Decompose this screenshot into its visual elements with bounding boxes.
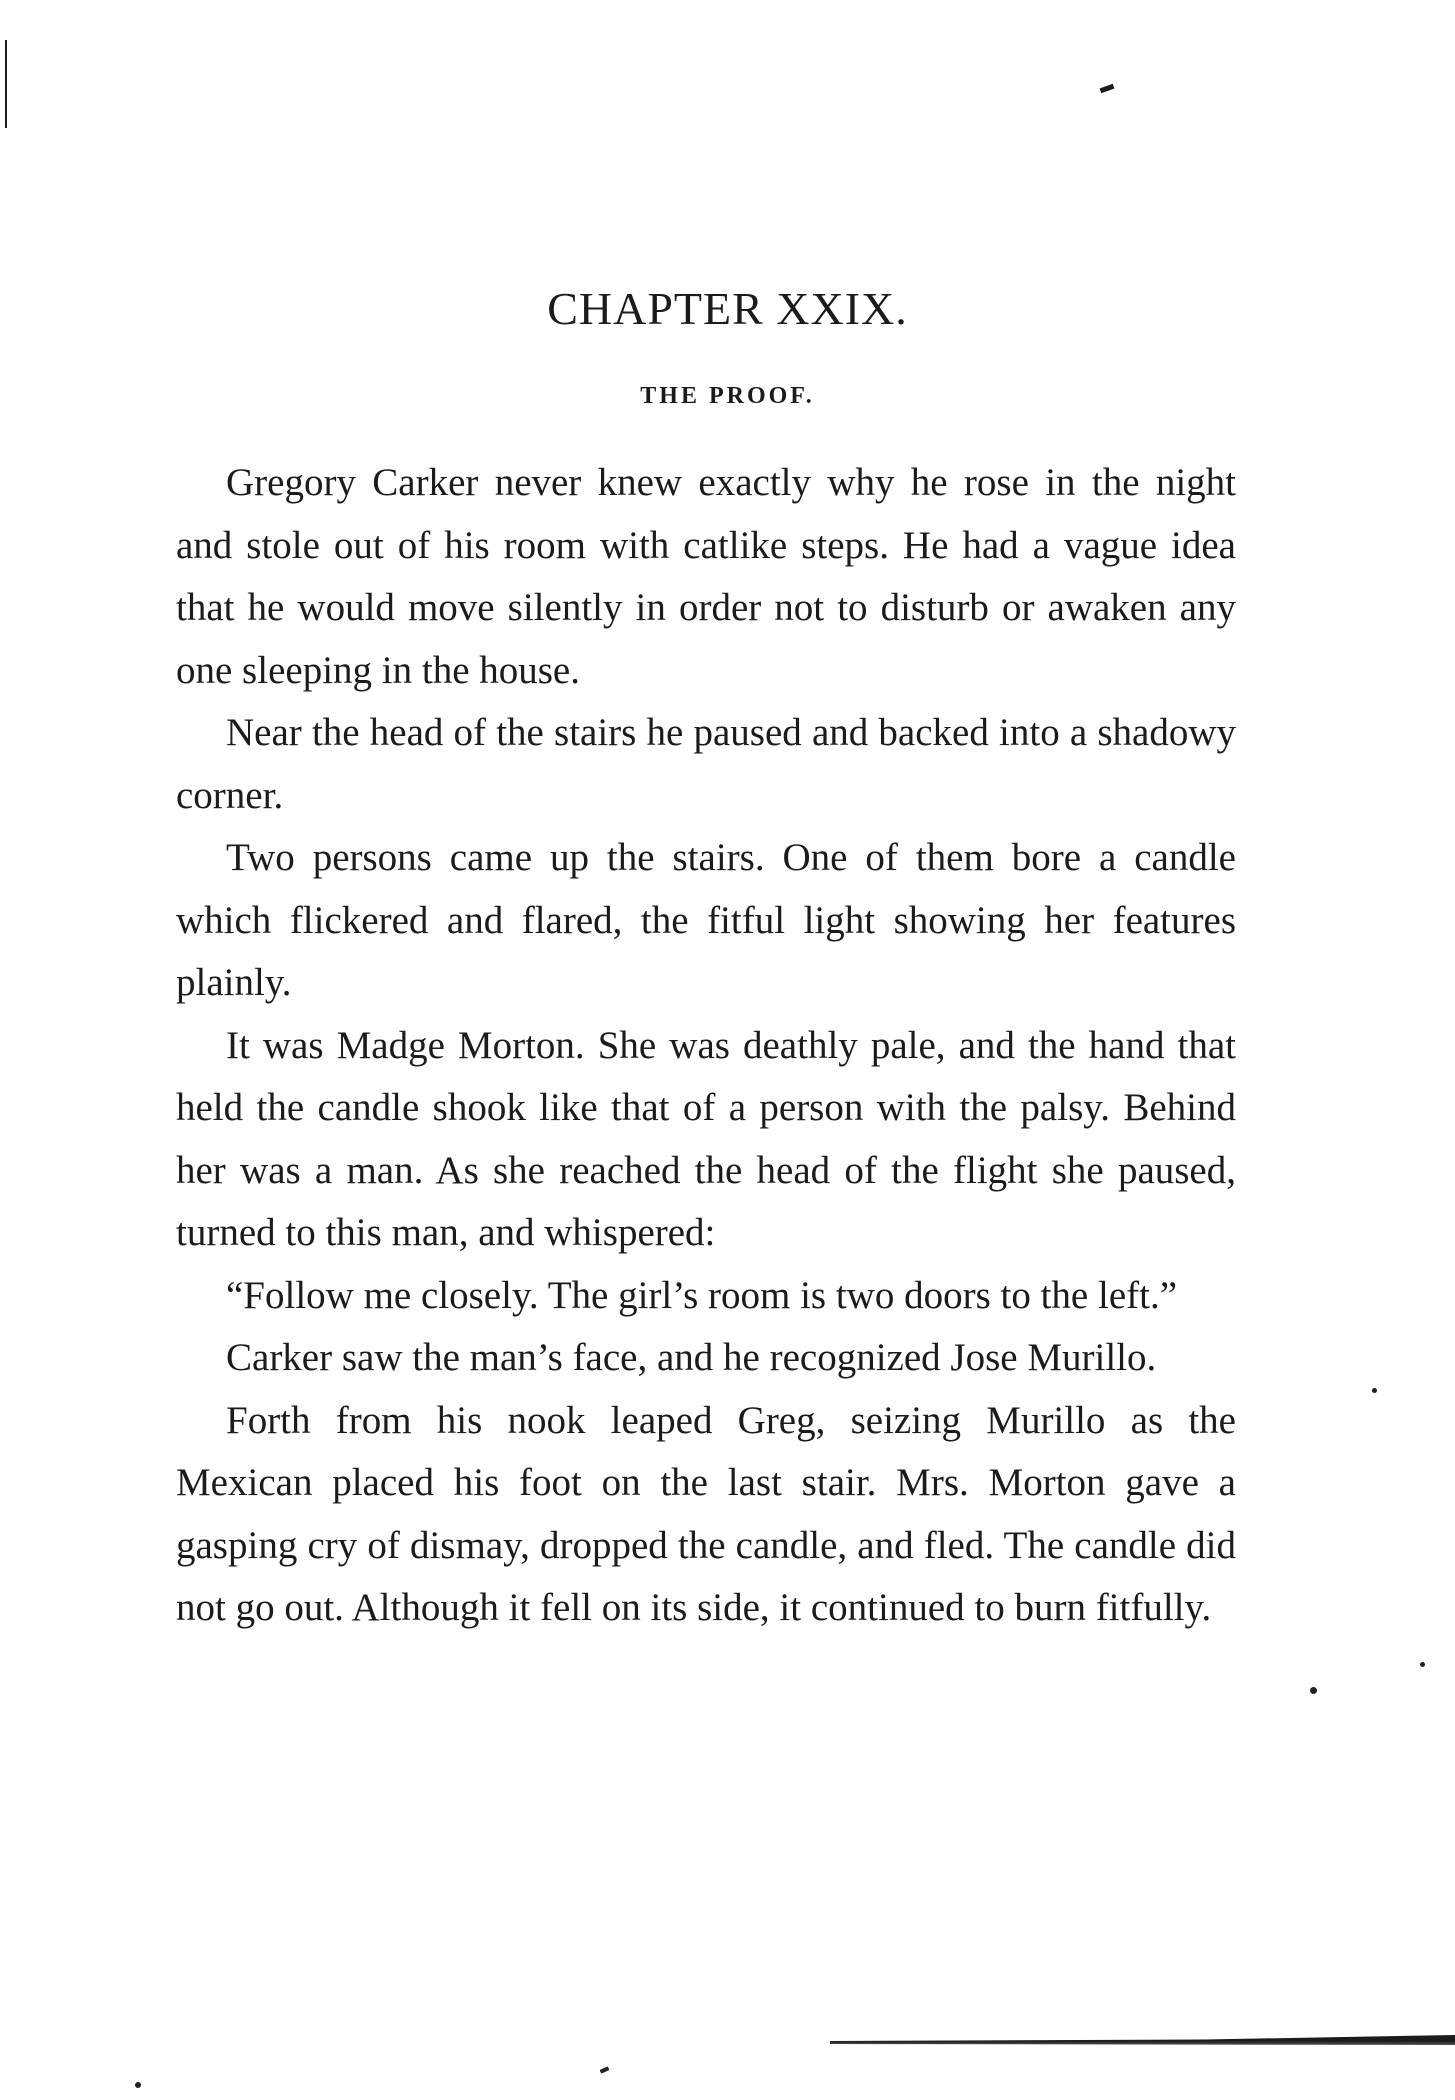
scan-speck <box>600 2066 610 2073</box>
paragraph: Two persons came up the stairs. One of them bore a candle which flickered and flared, the fitful light showing her features plainly. <box>176 836 1236 1004</box>
paragraph: “Follow me closely. The girl’s room is two doors to the left.” <box>226 1273 1178 1317</box>
paragraph: Near the head of the stairs he paused and backed into a shadowy corner. <box>176 711 1236 817</box>
scan-speck <box>1100 84 1115 93</box>
paragraph: Forth from his nook leaped Greg, seizing Murillo as the Mexican placed his foot on the last stair. Mrs. Morton gave a gasping cry of dismay, dropped the candle, and fled. The candle did not go out. Although it fell on its side, it continued to burn fitfully. <box>176 1398 1236 1629</box>
scan-edge-mark <box>830 2035 1455 2045</box>
scan-edge-mark <box>5 40 7 128</box>
chapter-title: CHAPTER XXIX. <box>547 283 908 334</box>
scan-speck <box>135 2082 141 2088</box>
paragraph: Carker saw the man’s face, and he recognized Jose Murillo. <box>226 1336 1157 1379</box>
paragraph: Gregory Carker never knew exactly why he rose in the night and stole out of his room with catlike steps. He had a vague idea that he would move silently in order not to disturb or awaken any one sleeping in the house. <box>176 461 1236 692</box>
scan-speck <box>1310 1687 1317 1694</box>
chapter-body <box>176 452 1236 1640</box>
scan-speck <box>1420 1662 1425 1667</box>
chapter-subtitle: THE PROOF. <box>640 383 815 409</box>
scan-speck <box>1372 1388 1377 1393</box>
paragraph: It was Madge Morton. She was deathly pale, and the hand that held the candle shook like that of a person with the palsy. Behind her was a man. As she reached the head of the flight she paused, turned to this man, and whispered: <box>176 1023 1236 1254</box>
